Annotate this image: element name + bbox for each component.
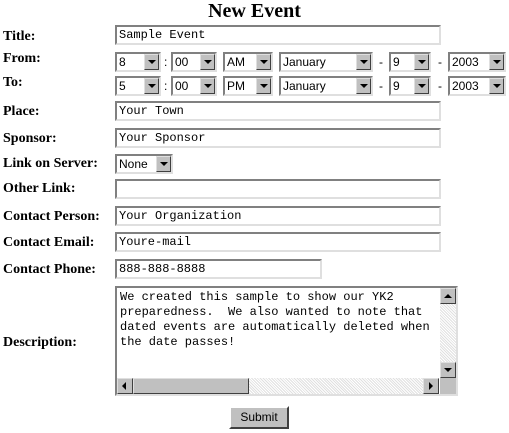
to-date-separator: - [438, 79, 442, 93]
from-month-select[interactable]: January [279, 52, 373, 72]
from-minute-select[interactable]: 00 [171, 52, 217, 72]
description-text: We created this sample to show our YK2 preparedness. We also wanted to note that dated events are automatically deleted when the date passes! [120, 290, 437, 349]
contact-phone-input[interactable]: 888-888-8888 [115, 259, 322, 279]
link-on-server-label: Link on Server: [3, 156, 98, 171]
description-textarea[interactable] [115, 286, 458, 396]
chevron-down-icon [356, 54, 371, 70]
scroll-up-icon[interactable] [440, 288, 456, 304]
to-day-select[interactable]: 9 [389, 76, 431, 96]
scroll-right-icon[interactable] [423, 378, 439, 394]
link-on-server-select[interactable]: None [115, 154, 173, 174]
from-label: From: [3, 51, 41, 66]
chevron-down-icon [489, 78, 504, 94]
page-title: New Event [208, 0, 301, 22]
chevron-down-icon [256, 78, 271, 94]
from-hour-select[interactable]: 8 [115, 52, 161, 72]
chevron-down-icon [200, 54, 215, 70]
chevron-down-icon [489, 54, 504, 70]
chevron-down-icon [144, 54, 159, 70]
place-label: Place: [3, 104, 40, 119]
to-hour-select[interactable]: 5 [115, 76, 161, 96]
to-minute-select[interactable]: 00 [171, 76, 217, 96]
to-date-separator: - [379, 79, 383, 93]
title-input[interactable]: Sample Event [115, 25, 441, 45]
from-year-select[interactable]: 2003 [448, 52, 506, 72]
to-time-separator: : [164, 79, 168, 93]
vertical-scrollbar[interactable] [440, 288, 456, 378]
chevron-down-icon [414, 54, 429, 70]
sponsor-input[interactable]: Your Sponsor [115, 128, 441, 148]
horizontal-scroll-thumb[interactable] [133, 378, 249, 394]
from-time-separator: : [164, 55, 168, 69]
chevron-down-icon [256, 54, 271, 70]
scrollbar-corner [440, 378, 456, 394]
from-ampm-select[interactable]: AM [223, 52, 273, 72]
other-link-label: Other Link: [3, 181, 76, 196]
sponsor-label: Sponsor: [3, 131, 57, 146]
chevron-down-icon [356, 78, 371, 94]
to-label: To: [3, 75, 23, 90]
contact-person-label: Contact Person: [3, 209, 100, 224]
from-date-separator: - [438, 55, 442, 69]
to-ampm-select[interactable]: PM [223, 76, 273, 96]
chevron-down-icon [414, 78, 429, 94]
contact-person-input[interactable]: Your Organization [115, 206, 441, 226]
scroll-down-icon[interactable] [440, 362, 456, 378]
chevron-down-icon [156, 156, 171, 172]
description-label: Description: [3, 335, 77, 350]
contact-email-input[interactable]: Youre-mail [115, 232, 441, 252]
chevron-down-icon [144, 78, 159, 94]
to-month-select[interactable]: January [279, 76, 373, 96]
scroll-left-icon[interactable] [117, 378, 133, 394]
submit-button[interactable]: Submit [229, 406, 289, 429]
to-year-select[interactable]: 2003 [448, 76, 506, 96]
from-date-separator: - [379, 55, 383, 69]
contact-phone-label: Contact Phone: [3, 262, 96, 277]
horizontal-scrollbar[interactable] [117, 378, 439, 394]
chevron-down-icon [200, 78, 215, 94]
from-day-select[interactable]: 9 [389, 52, 431, 72]
title-label: Title: [3, 29, 36, 44]
other-link-input[interactable] [115, 179, 441, 199]
place-input[interactable]: Your Town [115, 101, 441, 121]
contact-email-label: Contact Email: [3, 235, 95, 250]
